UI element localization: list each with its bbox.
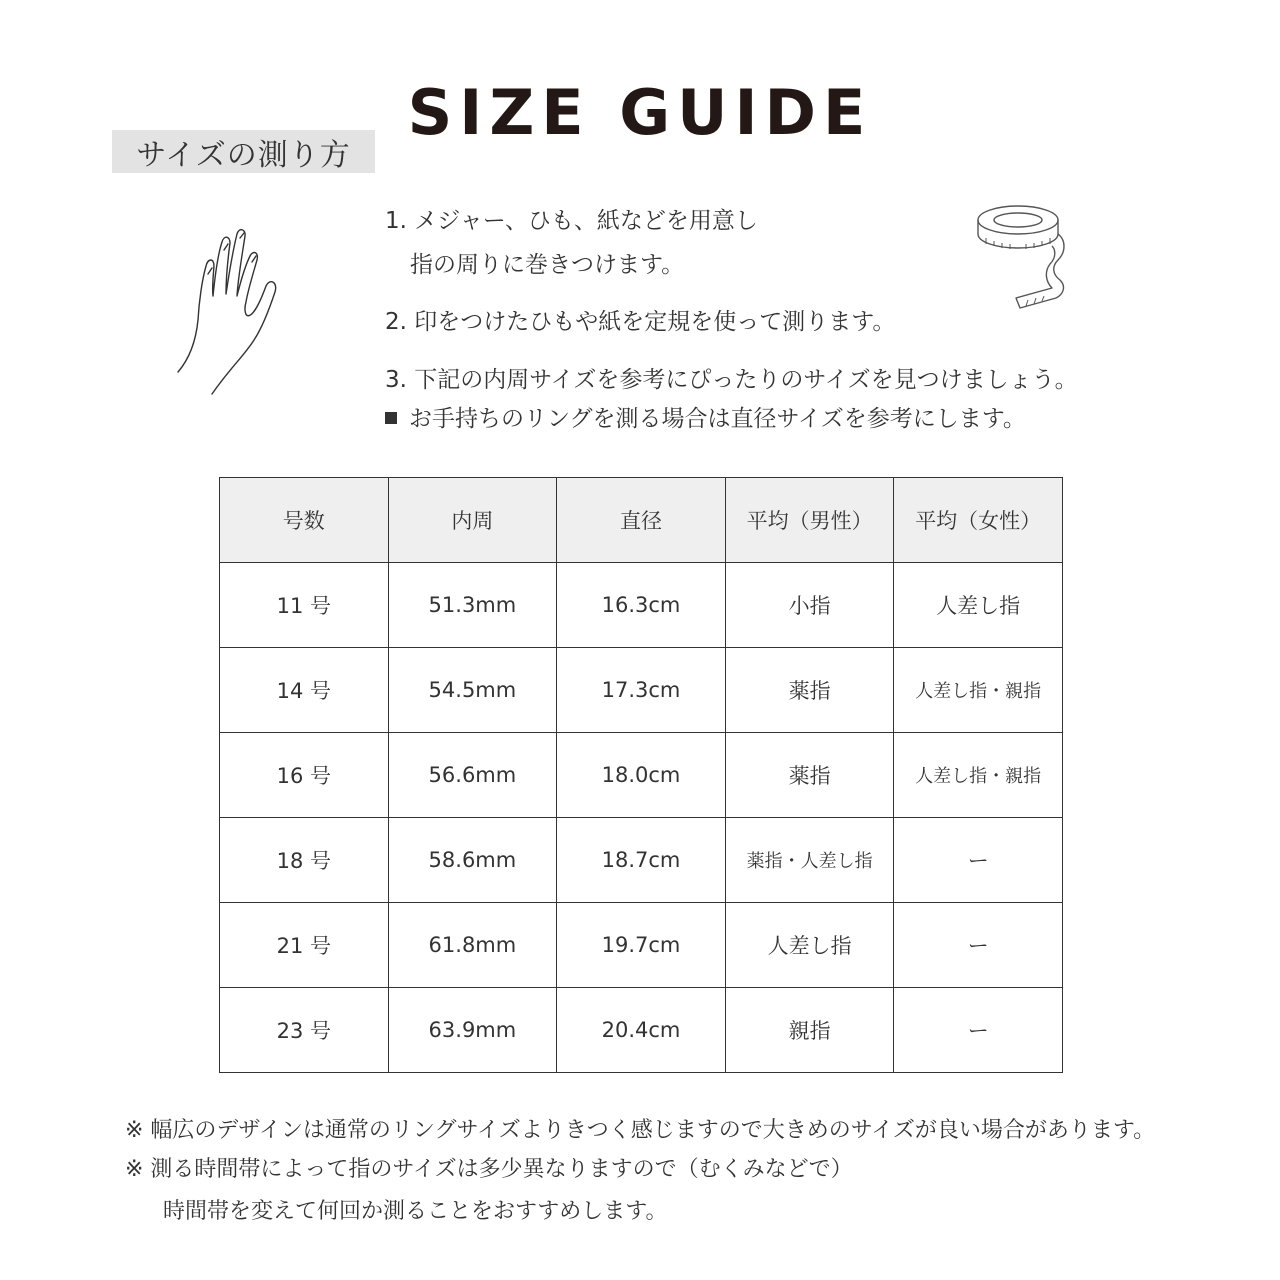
instruction-step1-line2: 指の周りに巻きつけます。 — [410, 252, 685, 278]
header-diameter: 直径 — [557, 478, 726, 563]
cell-size: 14 号 — [220, 648, 389, 733]
cell-diameter: 18.7cm — [557, 818, 726, 903]
footnote-wide-design: ※ 幅広のデザインは通常のリングサイズよりきつく感じますので大きめのサイズが良い場合があります。 — [125, 1118, 1156, 1143]
cell-male: 小指 — [725, 563, 894, 648]
cell-inner: 51.3mm — [388, 563, 557, 648]
table-row — [220, 733, 1063, 818]
table-row — [220, 988, 1063, 1073]
cell-size: 16 号 — [220, 733, 389, 818]
cell-inner: 63.9mm — [388, 988, 557, 1073]
cell-size: 21 号 — [220, 903, 389, 988]
section-label: サイズの測り方 — [112, 130, 375, 173]
instruction-step1-line1: 1. メジャー、ひも、紙などを用意し — [385, 208, 758, 234]
header-average-male: 平均（男性） — [725, 478, 894, 563]
cell-size: 11 号 — [220, 563, 389, 648]
footnote-time-of-day-line2: 時間帯を変えて何回か測ることをおすすめします。 — [163, 1199, 668, 1224]
page-title: SIZE GUIDE — [407, 76, 873, 149]
cell-female: ー — [894, 903, 1063, 988]
cell-female: 人差し指・親指 — [894, 648, 1063, 733]
cell-size: 18 号 — [220, 818, 389, 903]
table-header-row — [220, 478, 1063, 563]
header-size-number: 号数 — [220, 478, 389, 563]
cell-inner: 56.6mm — [388, 733, 557, 818]
cell-female: 人差し指 — [894, 563, 1063, 648]
cell-diameter: 17.3cm — [557, 648, 726, 733]
header-inner-circumference: 内周 — [388, 478, 557, 563]
table-row — [220, 648, 1063, 733]
cell-male: 人差し指 — [725, 903, 894, 988]
cell-diameter: 18.0cm — [557, 733, 726, 818]
table-row — [220, 818, 1063, 903]
cell-male: 薬指・人差し指 — [725, 818, 894, 903]
cell-size: 23 号 — [220, 988, 389, 1073]
cell-female: 人差し指・親指 — [894, 733, 1063, 818]
instruction-note — [385, 408, 1026, 431]
table-row — [220, 903, 1063, 988]
cell-female: ー — [894, 818, 1063, 903]
cell-male: 薬指 — [725, 648, 894, 733]
header-average-female: 平均（女性） — [894, 478, 1063, 563]
cell-inner: 54.5mm — [388, 648, 557, 733]
square-bullet-icon — [385, 412, 397, 424]
footnote-time-of-day: ※ 測る時間帯によって指のサイズは多少異なりますので（むくみなどで） — [125, 1157, 853, 1182]
cell-inner: 58.6mm — [388, 818, 557, 903]
cell-inner: 61.8mm — [388, 903, 557, 988]
cell-female: ー — [894, 988, 1063, 1073]
hand-icon — [168, 222, 288, 397]
cell-male: 親指 — [725, 988, 894, 1073]
size-table — [219, 477, 1063, 1073]
cell-diameter: 20.4cm — [557, 988, 726, 1073]
cell-diameter: 19.7cm — [557, 903, 726, 988]
instruction-step2: 2. 印をつけたひもや紙を定規を使って測ります。 — [385, 309, 896, 335]
instruction-note-text: お手持ちのリングを測る場合は直径サイズを参考にします。 — [409, 406, 1026, 432]
cell-male: 薬指 — [725, 733, 894, 818]
instruction-step3: 3. 下記の内周サイズを参考にぴったりのサイズを見つけましょう。 — [385, 367, 1078, 393]
measuring-tape-icon — [972, 200, 1072, 312]
cell-diameter: 16.3cm — [557, 563, 726, 648]
table-row — [220, 563, 1063, 648]
